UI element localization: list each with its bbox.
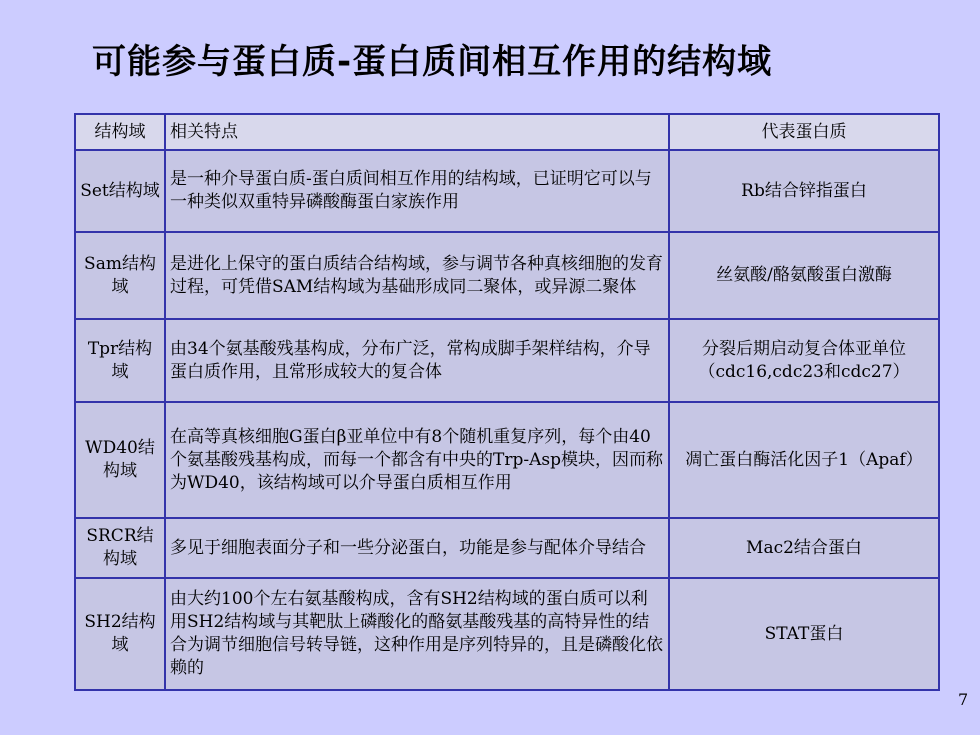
table-row	[75, 150, 939, 232]
cell-protein: 凋亡蛋白酶活化因子1（Apaf）	[669, 402, 939, 518]
cell-protein: 分裂后期启动复合体亚单位（cdc16,cdc23和cdc27）	[669, 319, 939, 402]
cell-protein: Mac2结合蛋白	[669, 518, 939, 578]
cell-domain: WD40结构域	[75, 402, 165, 518]
cell-feature: 由大约100个左右氨基酸构成，含有SH2结构域的蛋白质可以利用SH2结构域与其靶肽上磷酸化的酪氨基酸残基的高特异性的结合为调节细胞信号转导链，这种作用是序列特异的，且是磷酸化依赖的	[165, 578, 669, 690]
cell-feature: 由34个氨基酸残基构成，分布广泛，常构成脚手架样结构，介导蛋白质作用，且常形成较大的复合体	[165, 319, 669, 402]
table-row	[75, 232, 939, 319]
table-row	[75, 402, 939, 518]
table-row	[75, 518, 939, 578]
column-header-domain: 结构域	[75, 114, 165, 150]
slide-title: 可能参与蛋白质-蛋白质间相互作用的结构域	[92, 42, 773, 82]
table-row	[75, 319, 939, 402]
cell-domain: Sam结构域	[75, 232, 165, 319]
cell-feature: 是进化上保守的蛋白质结合结构域，参与调节各种真核细胞的发育过程，可凭借SAM结构域为基础形成同二聚体，或异源二聚体	[165, 232, 669, 319]
table-row	[75, 578, 939, 690]
cell-domain: SH2结构域	[75, 578, 165, 690]
cell-protein: Rb结合锌指蛋白	[669, 150, 939, 232]
domain-table	[74, 113, 940, 691]
cell-feature: 在高等真核细胞G蛋白β亚单位中有8个随机重复序列，每个由40个氨基酸残基构成，而每一个都含有中央的Trp-Asp模块，因而称为WD40，该结构域可以介导蛋白质相互作用	[165, 402, 669, 518]
cell-protein: 丝氨酸/酪氨酸蛋白激酶	[669, 232, 939, 319]
cell-domain: Set结构域	[75, 150, 165, 232]
page-number: 7	[958, 690, 969, 709]
cell-feature: 是一种介导蛋白质-蛋白质间相互作用的结构域，已证明它可以与一种类似双重特异磷酸酶蛋白家族作用	[165, 150, 669, 232]
cell-protein: STAT蛋白	[669, 578, 939, 690]
cell-feature: 多见于细胞表面分子和一些分泌蛋白，功能是参与配体介导结合	[165, 518, 669, 578]
table-header-row	[75, 114, 939, 150]
column-header-protein: 代表蛋白质	[669, 114, 939, 150]
cell-domain: Tpr结构域	[75, 319, 165, 402]
column-header-feature: 相关特点	[165, 114, 669, 150]
cell-domain: SRCR结构域	[75, 518, 165, 578]
